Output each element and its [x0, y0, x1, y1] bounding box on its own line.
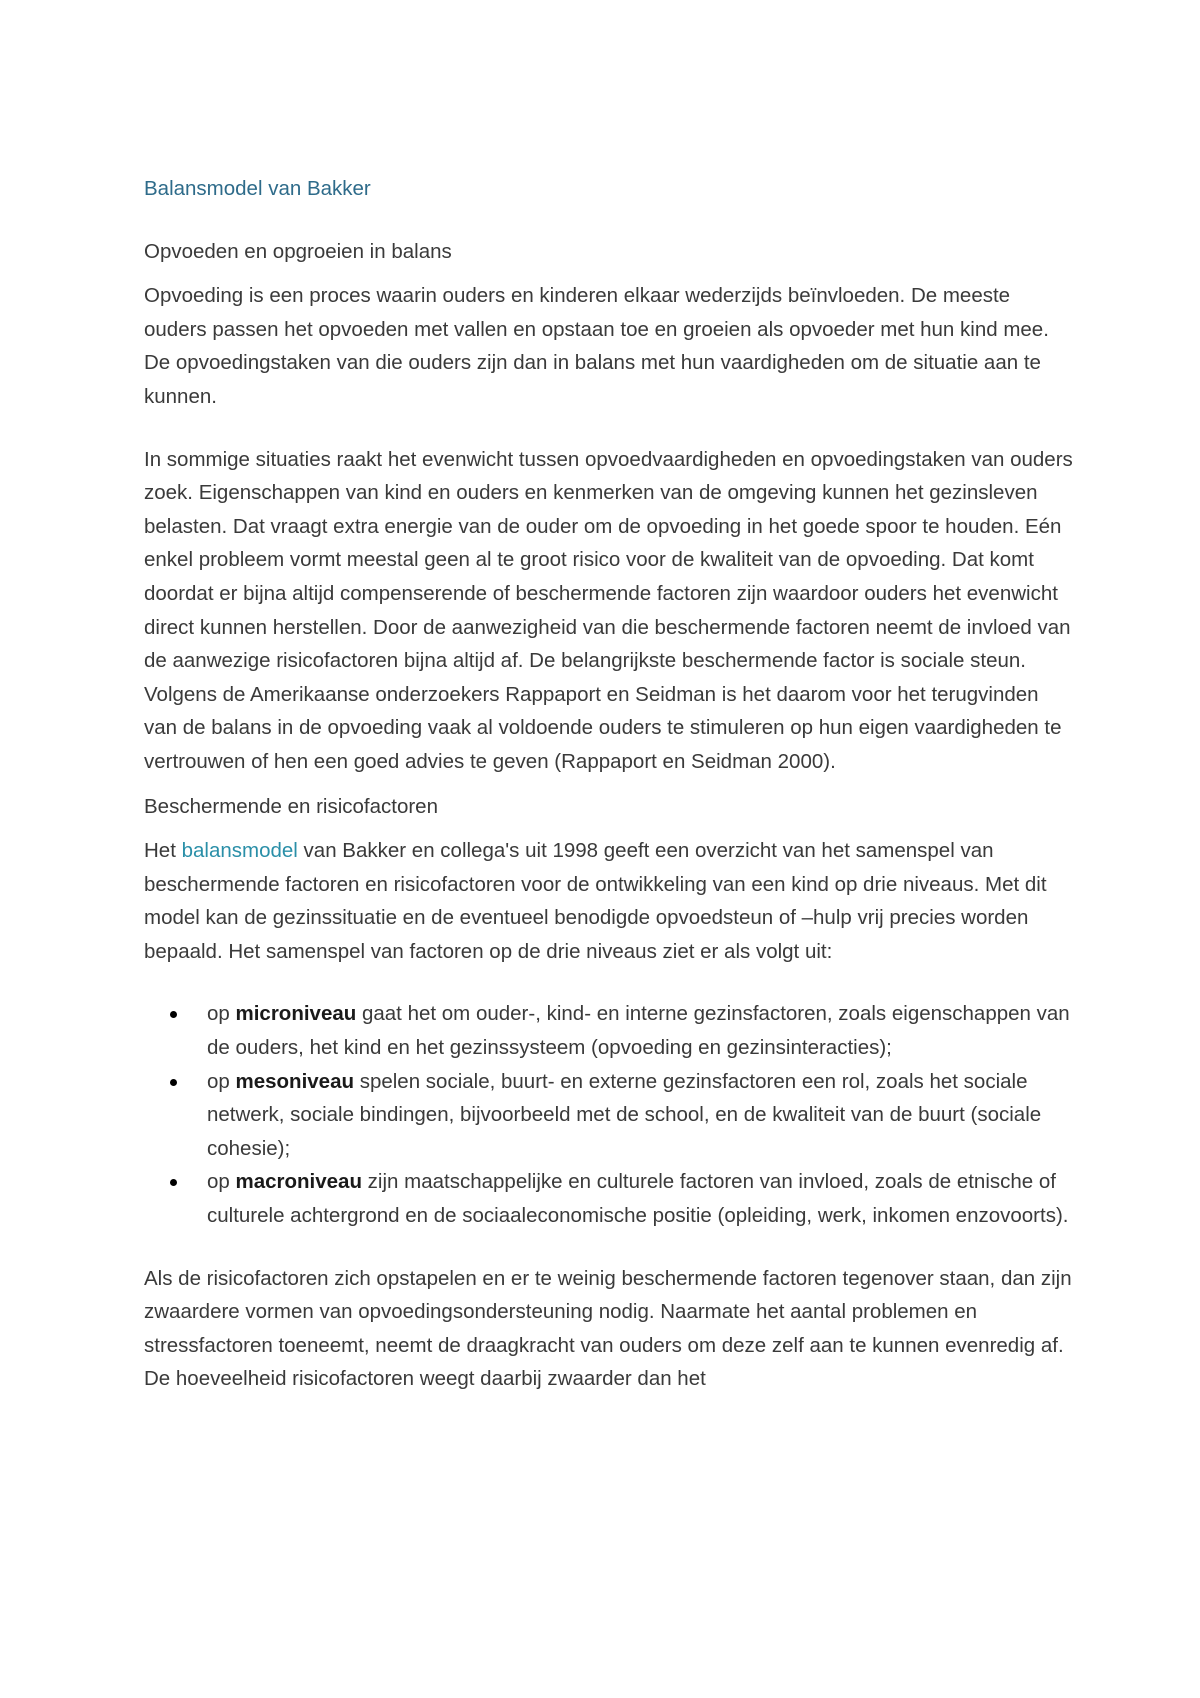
bullet-icon — [170, 1079, 177, 1086]
list-item-macroniveau — [144, 1165, 1074, 1232]
list-item-text: spelen sociale, buurt- en externe gezinsfactoren een rol, zoals het sociale netwerk, sociale bindingen, bijvoorbeeld met de school, en de kwaliteit van de buurt (sociale cohesie); — [207, 1069, 1042, 1160]
list-item-text: op — [207, 1002, 236, 1026]
list-item-term: macroniveau — [235, 1170, 362, 1194]
levels-list — [144, 997, 1074, 1232]
paragraph-text: van Bakker en collega's uit 1998 geeft een overzicht van het samenspel van beschermende factoren en risicofactoren voor de ontwikkeling van een kind op drie niveaus. Met dit model kan de gezinssituatie en de eventueel benodigde opvoedsteun of –hulp vrij precies worden bepaald. Het samenspel van factoren op de drie niveaus ziet er als volgt uit: — [144, 839, 1047, 963]
section-heading-balance: Opvoeden en opgroeien in balans — [144, 239, 452, 263]
list-item-text: op — [207, 1170, 236, 1194]
section-heading-factors: Beschermende en risicofactoren — [144, 794, 438, 818]
paragraph-risk-accumulation: Als de risicofactoren zich opstapelen en er te weinig beschermende factoren tegenover staan, dan zijn zwaardere vormen van opvoedingsondersteuning nodig. Naarmate het aantal problemen en stressfactoren toeneemt, neemt de draagkracht van ouders om deze zelf aan te kunnen evenredig af. De hoeveelheid risicofactoren weegt daarbij zwaarder dan het — [144, 1266, 1072, 1391]
list-item-term: mesoniveau — [235, 1069, 354, 1093]
list-item-text: op — [207, 1069, 236, 1093]
list-item-text: zijn maatschappelijke en culturele factoren van invloed, zoals de etnische of culturele achtergrond en de sociaaleconomische positie (opleiding, werk, inkomen enzovoorts). — [207, 1170, 1069, 1228]
bullet-icon — [170, 1179, 177, 1186]
paragraph-balance-disrupted: In sommige situaties raakt het evenwicht tussen opvoedvaardigheden en opvoedingstaken van ouders zoek. Eigenschappen van kind en ouders en kenmerken van de omgeving kunnen het gezinsleven belasten. Dat vraagt extra energie van de ouder om de opvoeding in het goede spoor te houden. Eén enkel probleem vormt meestal geen al te groot risico voor de kwaliteit van de opvoeding. Dat komt doordat er bijna altijd compenserende of beschermende factoren zijn waardoor ouders het evenwicht direct kunnen herstellen. Door de aanwezigheid van die beschermende factoren neemt de invloed van de aanwezige risicofactoren bijna altijd af. De belangrijkste beschermende factor is sociale steun. Volgens de Amerikaanse onderzoekers Rappaport en Seidman is het daarom voor het terugvinden van de balans in de opvoeding vaak al voldoende ouders te stimuleren op hun eigen vaardigheden te vertrouwen of hen een goed advies te geven (Rappaport en Seidman 2000). — [144, 447, 1073, 773]
document-content — [144, 172, 1074, 1396]
list-item-text: gaat het om ouder-, kind- en interne gezinsfactoren, zoals eigenschappen van de ouders, het kind en het gezinssysteem (opvoeding en gezinsinteracties); — [207, 1002, 1070, 1060]
list-item-mesoniveau — [144, 1065, 1074, 1166]
paragraph-balance-model — [144, 834, 1074, 968]
list-item-microniveau — [144, 997, 1074, 1064]
bullet-icon — [170, 1011, 177, 1018]
paragraph-upbringing-process: Opvoeding is een proces waarin ouders en kinderen elkaar wederzijds beïnvloeden. De meeste ouders passen het opvoeden met vallen en opstaan toe en groeien als opvoeder met hun kind mee. De opvoedingstaken van die ouders zijn dan in balans met hun vaardigheden om de situatie aan te kunnen. — [144, 284, 1049, 408]
list-item-term: microniveau — [235, 1002, 357, 1026]
paragraph-text: Het — [144, 839, 182, 863]
balansmodel-link[interactable]: balansmodel — [181, 839, 298, 863]
document-title: Balansmodel van Bakker — [144, 177, 371, 200]
